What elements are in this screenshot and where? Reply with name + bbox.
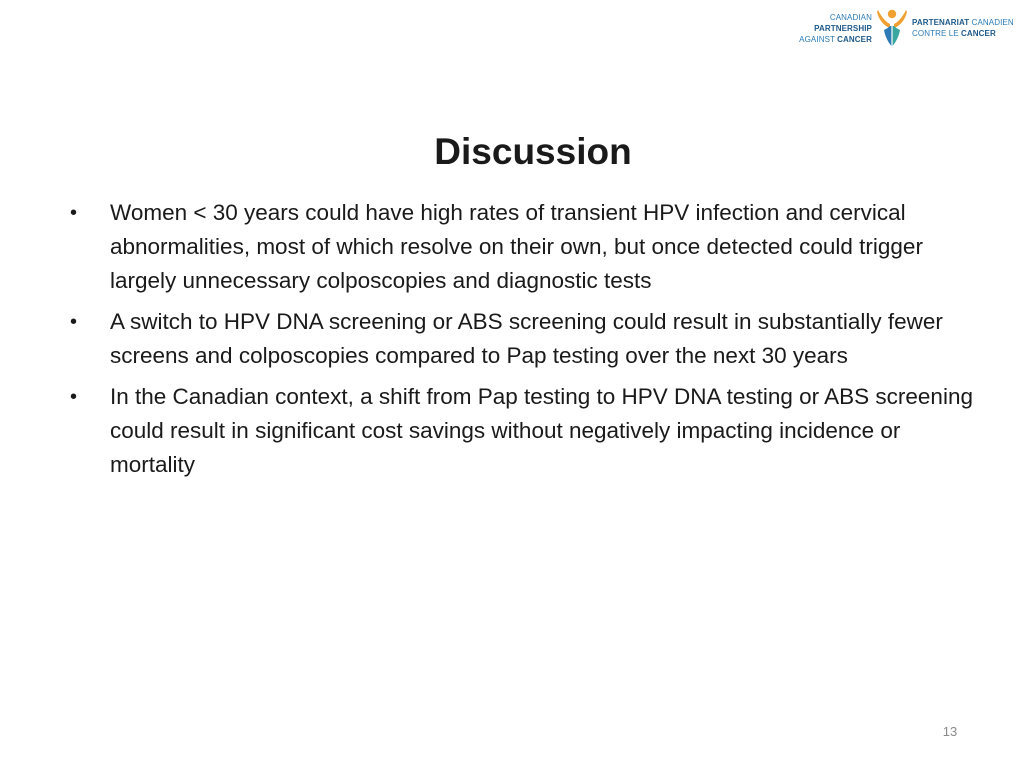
partnership-emblem-icon (875, 6, 909, 50)
emblem-head (888, 10, 896, 18)
bullet-item (68, 196, 980, 298)
logo-en-line-2-strong: CANCER (837, 34, 872, 44)
bullet-marker: • (70, 202, 78, 224)
bullet-item (68, 380, 980, 482)
logo-fr-line-2 (912, 28, 1014, 39)
logo-fr-line-2-strong: CANCER (961, 29, 996, 38)
logo-english-text (770, 12, 872, 45)
slide-title: Discussion (434, 131, 632, 172)
bullet-marker: • (70, 311, 78, 333)
logo-en-line-2 (770, 34, 872, 45)
logo-en-line-1 (770, 12, 872, 34)
logo-en-line-1-strong: PARTNERSHIP (814, 23, 872, 33)
bullet-marker: • (70, 386, 78, 408)
bullet-text: In the Canadian context, a shift from Pap testing to HPV DNA testing or ABS screening could result in significant cost savings without negatively impacting incidence or mortality (110, 384, 973, 477)
logo-fr-line-1-suffix: CANADIEN (969, 18, 1014, 27)
emblem-body-left (884, 26, 891, 46)
logo-french-text (912, 17, 1014, 39)
logo-en-line-2-prefix: AGAINST (799, 34, 838, 44)
bullet-list (68, 196, 980, 489)
partnership-logo (770, 6, 1014, 50)
bullet-text: Women < 30 years could have high rates of transient HPV infection and cervical abnormalities, most of which resolve on their own, but once detected could trigger largely unnecessary colposcopies and diagnostic tests (110, 200, 923, 293)
logo-fr-line-1 (912, 17, 1014, 28)
bullet-item (68, 305, 980, 373)
emblem-body-right (893, 26, 900, 46)
logo-fr-line-2-prefix: CONTRE LE (912, 29, 962, 38)
logo-en-line-1-prefix: CANADIAN (829, 12, 872, 22)
logo-fr-line-1-strong: PARTENARIAT (912, 18, 970, 27)
page-number: 13 (942, 724, 958, 739)
bullet-text: A switch to HPV DNA screening or ABS screening could result in substantially fewer screens and colposcopies compared to Pap testing over the next 30 years (110, 309, 943, 368)
